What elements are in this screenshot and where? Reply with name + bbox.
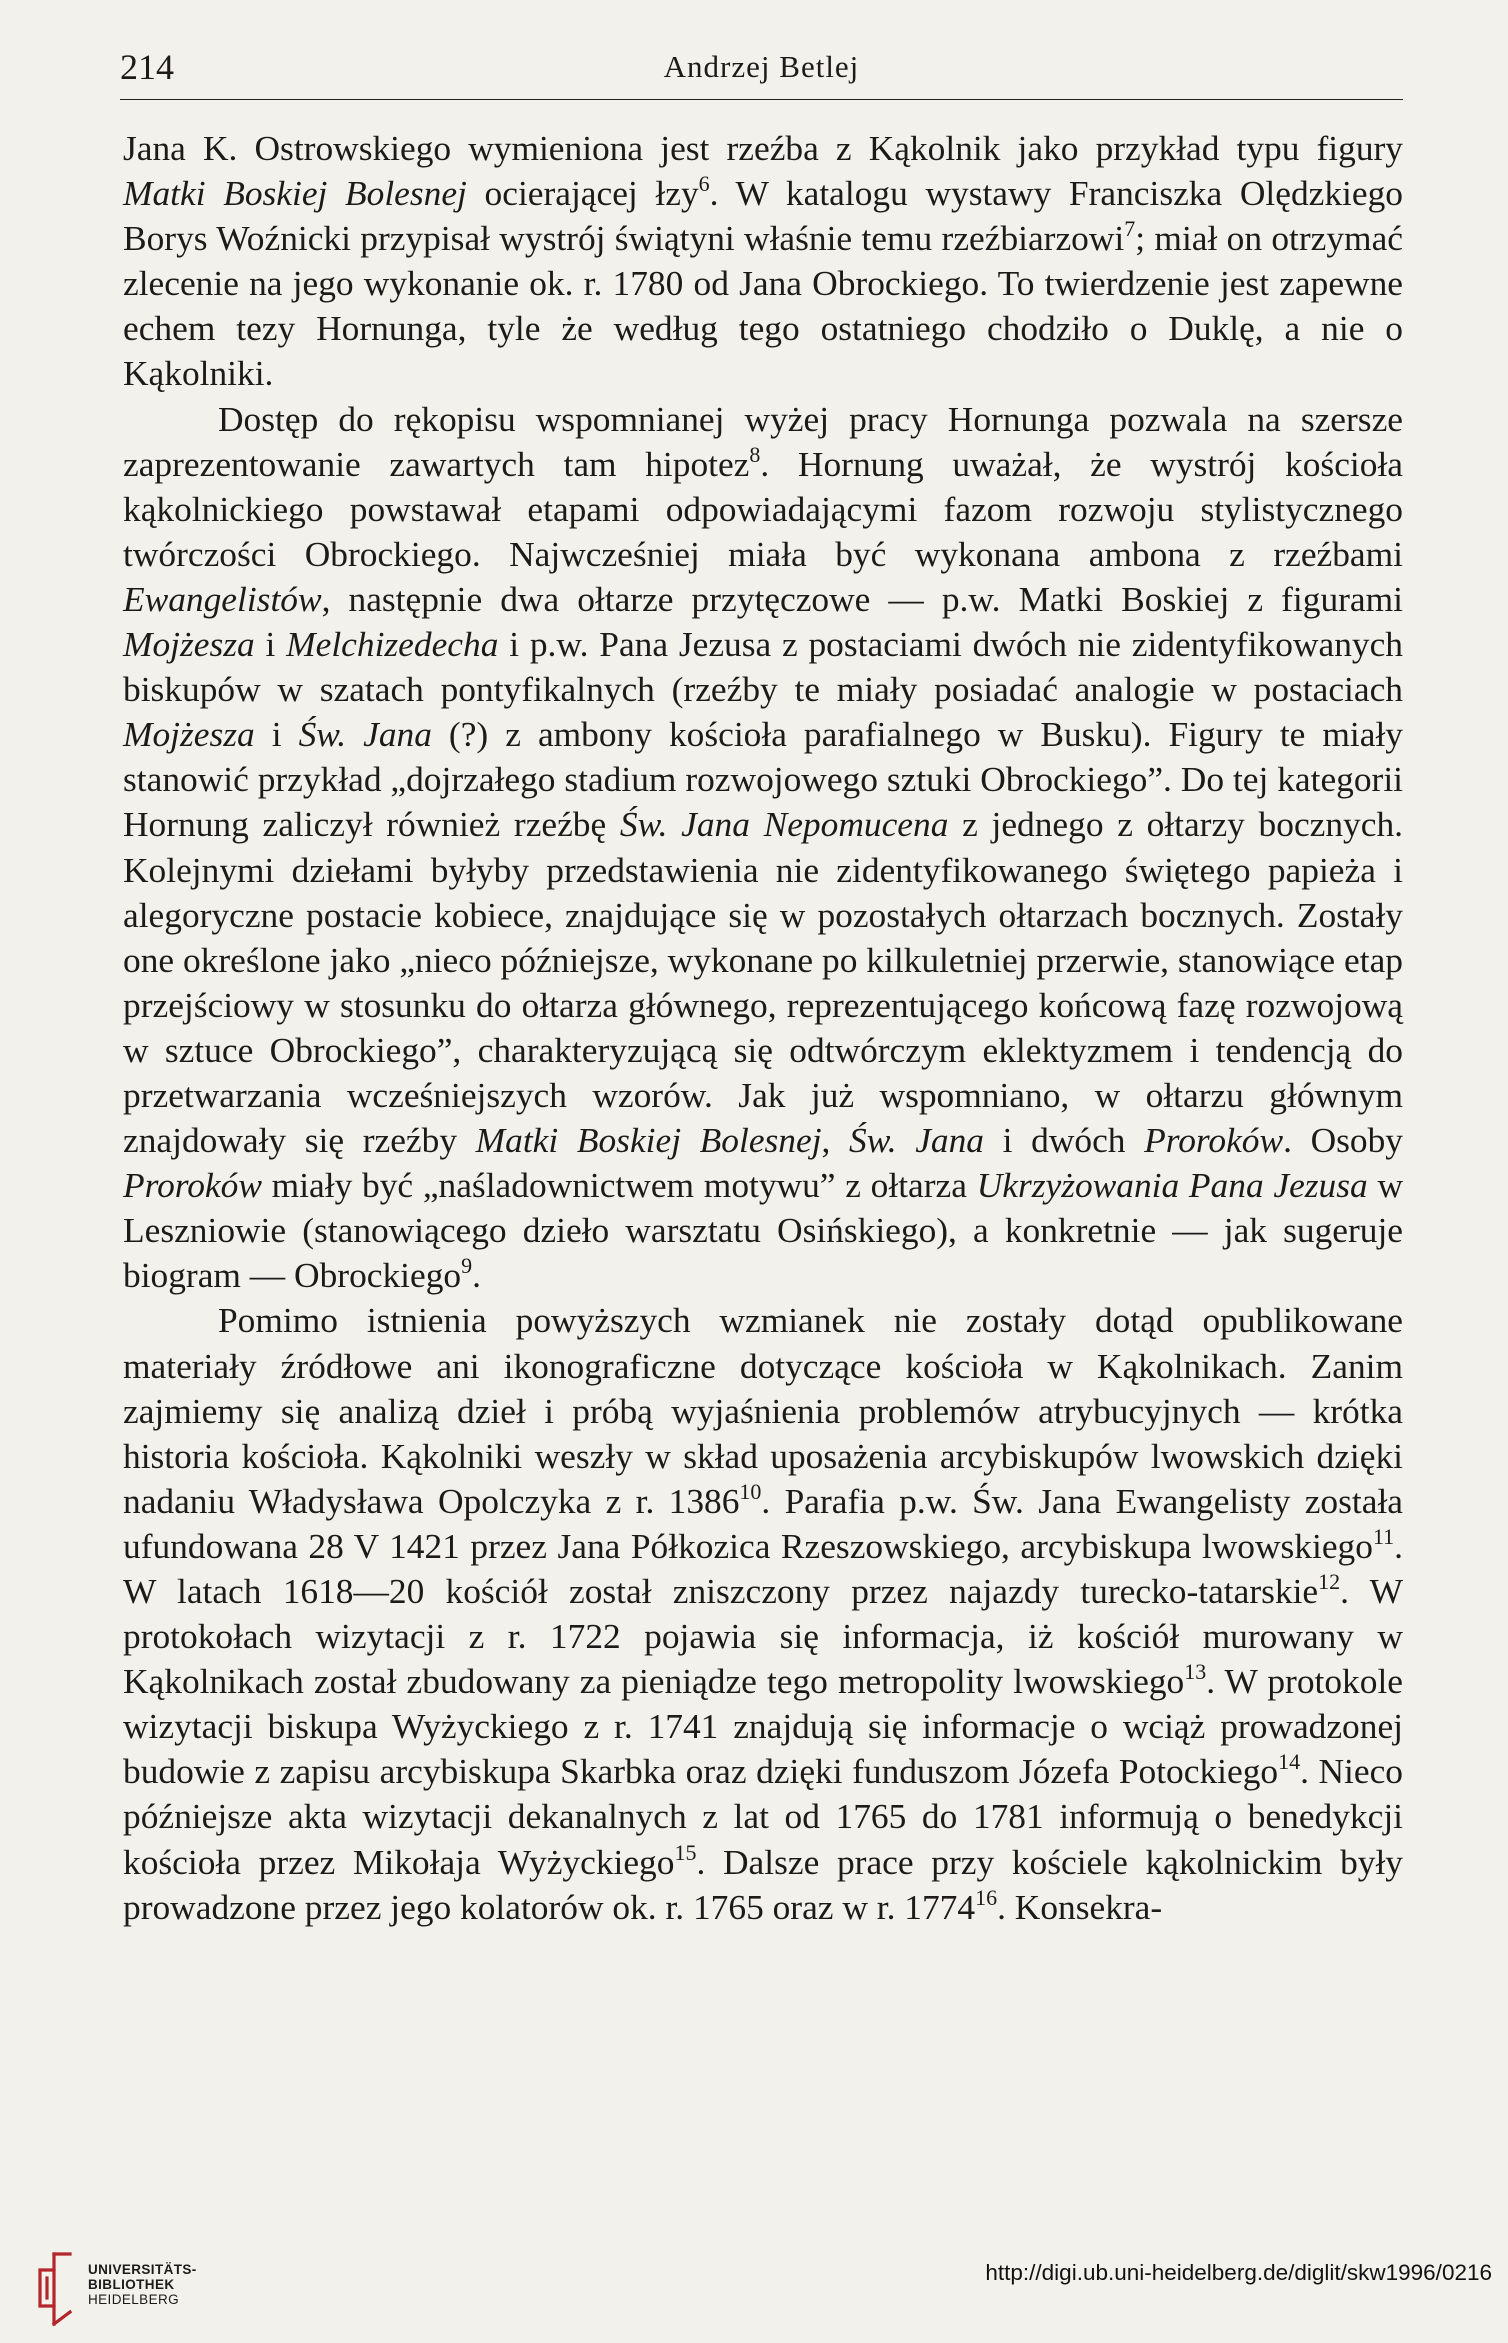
text-run: . W katalogu wystawy Franciszka Olędzkiego Borys Woźnicki przypisał wystrój świątyni właśnie temu rzeźbiarzowi xyxy=(123,173,1403,259)
italic-title: Ukrzyżowania Pana Jezusa xyxy=(976,1165,1368,1206)
library-name-line-2: BIBLIOTHEK xyxy=(88,2277,175,2292)
text-run: z jednego z ołtarzy bocznych. Kolejnymi dziełami byłyby przedstawienia nie zidentyfikowanego świętego papieża i alegoryczne postacie kobiece, znajdujące się w pozostałych ołtarzach bocznych. Zostały one określone jako „nieco późniejsze, wykonane po kilkuletniej przerwie, stanowiące etap przejściowy w stosunku do ołtarza głównego, reprezentującego końcową fazę rozwojową w sztuce Obrockiego”, charakteryzującą się odtwórczym eklektyzmem i tendencją do przetwarzania wcześniejszych wzorów. Jak już wspomniano, w ołtarzu głównym znajdowały się rzeźby xyxy=(123,804,1403,1161)
footnote-ref: 6 xyxy=(698,171,710,197)
text-run: i xyxy=(254,714,299,755)
paragraph xyxy=(123,397,1403,1299)
running-head: Andrzej Betlej xyxy=(663,49,860,84)
footnote-ref: 9 xyxy=(461,1253,473,1279)
text-run: ocierającej łzy xyxy=(466,173,699,214)
library-name-line-1: UNIVERSITÄTS- xyxy=(88,2262,197,2277)
text-run: miały być „naśladownictwem motywu” z ołtarza xyxy=(261,1165,977,1206)
text-run: . W latach 1618—20 kościół został zniszczony przez najazdy turecko-tatarskie xyxy=(123,1525,1403,1611)
text-run: . Osoby xyxy=(1283,1120,1403,1161)
paragraph xyxy=(123,1298,1403,1929)
italic-title: Matki Boskiej Bolesnej xyxy=(475,1120,822,1161)
italic-title: Mojżesza xyxy=(123,624,255,665)
italic-title: Melchizedecha xyxy=(286,624,499,665)
text-run: , xyxy=(821,1120,850,1161)
library-name-line-3: HEIDELBERG xyxy=(88,2292,180,2307)
library-footer xyxy=(0,2240,1508,2343)
text-run: . Nieco późniejsze akta wizytacji dekanalnych z lat od 1765 do 1781 informują o benedykcji kościoła przez Mikołaja Wyżyckiego xyxy=(123,1751,1403,1882)
footnote-ref: 13 xyxy=(1184,1659,1207,1685)
text-run: . Parafia p.w. Św. Jana Ewangelisty została ufundowana 28 V 1421 przez Jana Półkozica Rzeszowskiego, arcybiskupa lwowskiego xyxy=(123,1480,1403,1566)
text-run: i dwóch xyxy=(984,1120,1145,1161)
footnote-ref: 12 xyxy=(1318,1569,1341,1594)
footnote-ref: 14 xyxy=(1278,1749,1301,1775)
italic-title: Św. Jana xyxy=(849,1120,985,1161)
footnote-ref: 10 xyxy=(739,1478,762,1504)
text-run: Pomimo istnienia powyższych wzmianek nie zostały dotąd opublikowane materiały źródłowe ani ikonograficzne dotyczące kościoła w Kąkolnikach. Zanim zajmiemy się analizą dzieł i próbą wyjaśnienia problemów atrybucyjnych — krótka historia kościoła. Kąkolniki weszły w skład uposażenia arcybiskupów lwowskich dzięki nadaniu Władysława Opolczyka z r. 1386 xyxy=(123,1300,1403,1521)
italic-title: Św. Jana xyxy=(298,714,432,755)
footnote-ref: 16 xyxy=(975,1884,998,1910)
italic-title: Proroków xyxy=(1144,1120,1284,1161)
text-run: Jana K. Ostrowskiego wymieniona jest rzeźba z Kąkolnik jako przykład typu figury xyxy=(123,128,1403,168)
body-text xyxy=(123,126,1403,1930)
text-run: . Konsekra- xyxy=(997,1886,1163,1927)
text-run: . W protokole wizytacji biskupa Wyżyckiego z r. 1741 znajdują się informacje o wciąż prowadzonej budowie z zapisu arcybiskupa Skarbka oraz dzięki funduszom Józefa Potockiego xyxy=(123,1661,1403,1792)
text-run: i p.w. Pana Jezusa z postaciami dwóch nie zidentyfikowanych biskupów w szatach pontyfikalnych (rzeźby te miały posiadać analogie w postaciach xyxy=(123,624,1403,710)
italic-title: Matki Boskiej Bolesnej xyxy=(123,173,467,214)
footnote-ref: 8 xyxy=(749,441,761,467)
italic-title: Św. Jana Nepomucena xyxy=(619,804,949,845)
header-rule xyxy=(120,99,1403,100)
heidelberg-library-logo-icon xyxy=(30,2248,78,2330)
text-run: . Dalsze prace przy kościele kąkolnickim były prowadzone przez jego kolatorów ok. r. 1765 oraz w r. 1774 xyxy=(123,1841,1403,1927)
text-run: . xyxy=(472,1255,481,1296)
text-run: ; miał on otrzymać zlecenie na jego wykonanie ok. r. 1780 od Jana Obrockiego. To twierdzenie jest zapewne echem tezy Hornunga, tyle że według tego ostatniego chodziło o Duklę, a nie o Kąkolniki. xyxy=(123,218,1403,394)
text-run: w Leszniowie (stanowiącego dzieło warsztatu Osińskiego), a konkretnie — jak sugeruje biogram — Obrockiego xyxy=(123,1165,1404,1296)
italic-title: Ewangelistów xyxy=(123,578,322,619)
text-run: (?) z ambony kościoła parafialnego w Busku). Figury te miały stanowić przykład „dojrzałego stadium rozwojowego sztuki Obrockiego”. Do tej kategorii Hornung zaliczył również rzeźbę xyxy=(123,714,1403,845)
footnote-ref: 15 xyxy=(674,1839,697,1865)
text-run: , następnie dwa ołtarze przytęczowe — p.w. Matki Boskiej z figurami xyxy=(321,578,1403,619)
italic-title: Mojżesza xyxy=(123,714,255,755)
paragraph xyxy=(123,126,1403,397)
footnote-ref: 11 xyxy=(1372,1523,1395,1549)
italic-title: Proroków xyxy=(123,1165,262,1206)
page-header xyxy=(120,44,1403,104)
page-number: 214 xyxy=(120,47,174,87)
text-run: . W protokołach wizytacji z r. 1722 pojawia się informacja, iż kościół murowany w Kąkolnikach został zbudowany za pieniądze tego metropolity lwowskiego xyxy=(123,1571,1403,1702)
source-url[interactable]: http://digi.ub.uni-heidelberg.de/diglit/skw1996/0216 xyxy=(985,2260,1492,2285)
text-run: Dostęp do rękopisu wspomnianej wyżej pracy Hornunga pozwala na szersze zaprezentowanie zawartych tam hipotez xyxy=(123,398,1403,484)
text-run: i xyxy=(254,624,287,665)
text-run: . Hornung uważał, że wystrój kościoła kąkolnickiego powstawał etapami odpowiadającymi fazom rozwoju stylistycznego twórczości Obrockiego. Najwcześniej miała być wykonana ambona z rzeźbami xyxy=(123,443,1403,574)
footnote-ref: 7 xyxy=(1124,216,1136,242)
library-name xyxy=(88,2262,197,2307)
